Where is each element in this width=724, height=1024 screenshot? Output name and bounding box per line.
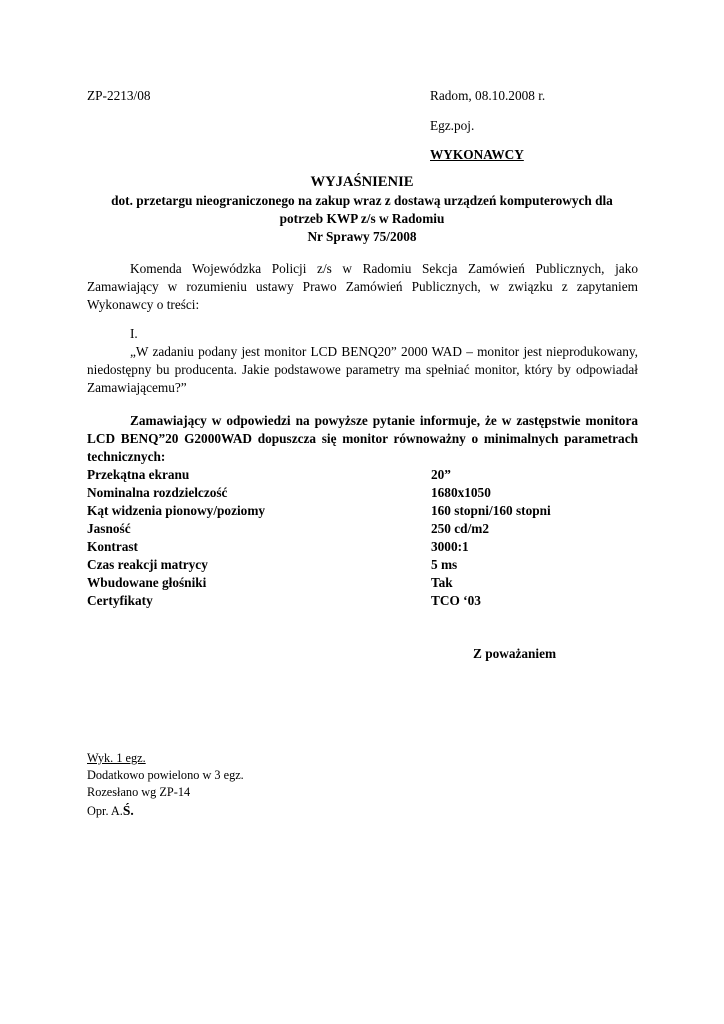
document-title: WYJAŚNIENIE xyxy=(310,174,414,190)
place-and-date: Radom, 08.10.2008 r. xyxy=(430,88,546,103)
spec-name: Certyfikaty xyxy=(87,593,153,608)
spec-value: 3000:1 xyxy=(431,539,469,554)
spec-value: 250 cd/m2 xyxy=(431,521,489,536)
question-line-3: Zamawiającemu?” xyxy=(87,379,187,395)
question-number: I. xyxy=(130,326,138,341)
spec-row xyxy=(87,484,647,502)
spec-name: Czas reakcji matrycy xyxy=(87,557,208,572)
closing-salutation: Z poważaniem xyxy=(473,646,557,661)
spec-name: Przekątna ekranu xyxy=(87,467,190,482)
question-paragraph xyxy=(87,343,638,396)
prepared-by-initial: Ś. xyxy=(122,803,134,818)
copy-note: Egz.poj. xyxy=(430,118,475,133)
footer-duplicated: Dodatkowo powielono w 3 egz. xyxy=(87,768,244,782)
intro-line-3: Wykonawcy o treści: xyxy=(87,296,200,312)
spec-name: Jasność xyxy=(87,521,131,536)
answer-line-1: Zamawiający w odpowiedzi na powyższe pytanie informuje, że w zastępstwie monitora xyxy=(130,413,638,428)
question-line-2: niedostępny bu producenta. Jakie podstawowe parametry ma spełniać monitor, który by odpowiadał xyxy=(87,361,638,377)
subject-line-2: potrzeb KWP z/s w Radomiu xyxy=(279,211,445,226)
spec-row xyxy=(87,520,647,538)
answer-line-3: technicznych: xyxy=(87,448,166,464)
recipients-heading: WYKONAWCY xyxy=(430,147,524,162)
spec-name: Kontrast xyxy=(87,539,138,554)
footer-prepared-by xyxy=(87,802,134,821)
subject-line-1: dot. przetargu nieograniczonego na zakup wraz z dostawą urządzeń komputerowych dla xyxy=(111,193,613,208)
spec-value: 1680x1050 xyxy=(431,485,491,500)
spec-row xyxy=(87,592,647,610)
footer-copies: Wyk. 1 egz. xyxy=(87,751,146,765)
intro-line-1: Komenda Wojewódzka Policji z/s w Radomiu Sekcja Zamówień Publicznych, jako xyxy=(130,261,638,276)
spec-row xyxy=(87,574,647,592)
spec-value: 5 ms xyxy=(431,557,458,572)
question-line-1: „W zadaniu podany jest monitor LCD BENQ20” 2000 WAD – monitor jest nieprodukowany, xyxy=(130,344,638,359)
prepared-by-prefix: Opr. A. xyxy=(87,804,123,818)
spec-row xyxy=(87,556,647,574)
spec-row xyxy=(87,466,647,484)
spec-name: Nominalna rozdzielczość xyxy=(87,485,228,500)
answer-line-2: LCD BENQ”20 G2000WAD dopuszcza się monitor równoważny o minimalnych parametrach xyxy=(87,430,638,446)
document-reference: ZP-2213/08 xyxy=(87,88,151,103)
spec-row xyxy=(87,538,647,556)
footer-distribution: Rozesłano wg ZP-14 xyxy=(87,785,191,799)
spec-value: TCO ‘03 xyxy=(431,593,481,608)
spec-value: 20” xyxy=(431,467,451,482)
spec-row xyxy=(87,502,647,520)
spec-name: Kąt widzenia pionowy/poziomy xyxy=(87,503,266,518)
answer-paragraph xyxy=(87,412,638,465)
case-number: Nr Sprawy 75/2008 xyxy=(307,229,417,244)
spec-value: 160 stopni/160 stopni xyxy=(431,503,551,518)
spec-name: Wbudowane głośniki xyxy=(87,575,207,590)
intro-line-2: Zamawiający w rozumieniu ustawy Prawo Zamówień Publicznych, w związku z zapytaniem xyxy=(87,278,638,294)
intro-paragraph xyxy=(87,260,638,313)
spec-value: Tak xyxy=(431,575,453,590)
